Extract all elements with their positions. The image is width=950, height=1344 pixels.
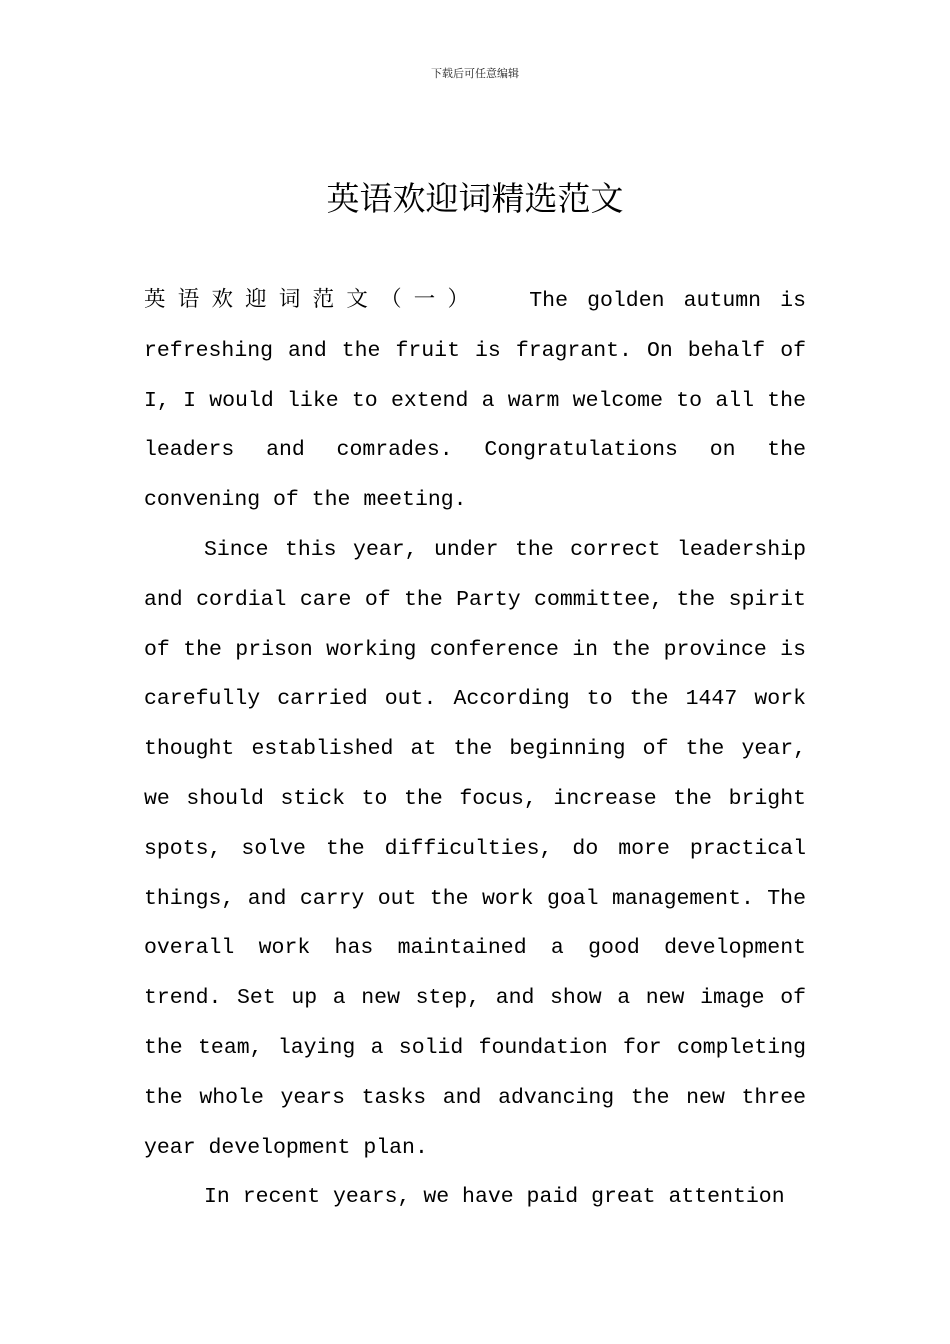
paragraph-2-text: Since this year, under the correct leadership and cordial care of the Party committee, the spirit of the prison working conference in the province is carefully carried out. According to the 1447 work thought established at the beginning of the year, we should stick to the focus, increase the bright spots, solve the difficulties, do more practical things, and carry out the work goal management. The overall work has maintained a good development trend. Set up a new step, and show a new image of the team, laying a solid foundation for completing the whole years tasks and advancing the new three year development plan.: [144, 537, 806, 1160]
document-body: [144, 275, 806, 1223]
paragraph-1-text: The golden autumn is refreshing and the fruit is fragrant. On behalf of I, I would like to extend a warm welcome to all the leaders and comrades. Congratulations on the convening of the meeting.: [144, 289, 806, 513]
paragraph-1: [144, 275, 806, 526]
header-note: 下载后可任意编辑: [431, 67, 519, 80]
paragraph-2: [144, 526, 806, 1173]
paragraph-3: [144, 1173, 806, 1223]
section-heading-inline: 英语欢迎词范文（一）: [144, 287, 482, 312]
document-title: 英语欢迎词精选范文: [326, 179, 624, 218]
paragraph-3-text: In recent years, we have paid great attention: [204, 1185, 785, 1210]
